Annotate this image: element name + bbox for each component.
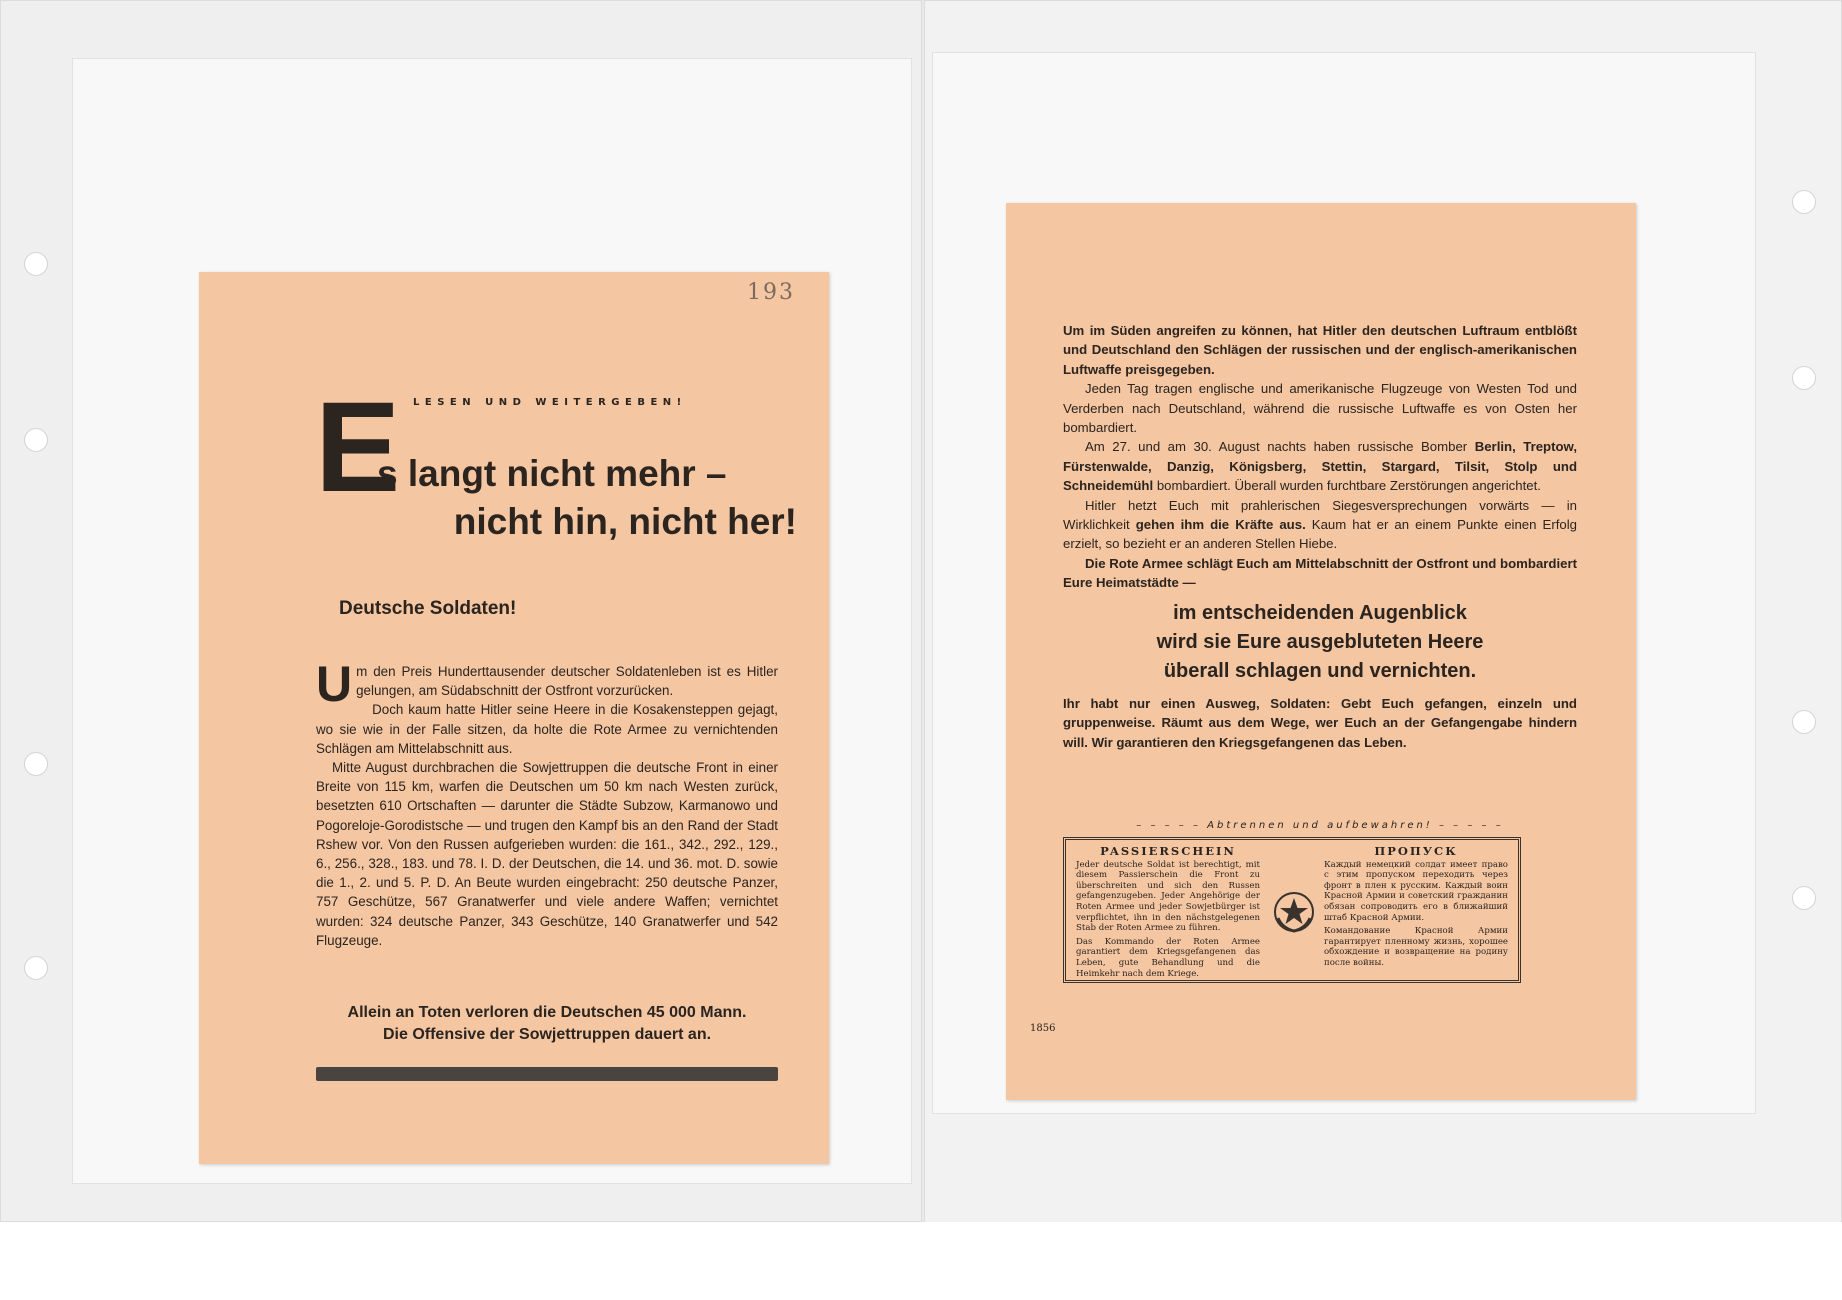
pass-title-russian: ПРОПУСК [1374, 844, 1458, 858]
footer-rule [316, 1067, 778, 1081]
soviet-emblem-icon [1270, 888, 1318, 936]
pass-it-on-line: LESEN UND WEITERGEBEN! [413, 397, 687, 408]
body-paragraph: Die Rote Armee schlägt Euch am Mittelabschnitt der Ostfront und bombardiert Eure Heimatstädte — [1063, 555, 1577, 591]
headline-line-2: nicht hin, nicht her! [453, 501, 797, 542]
pass-russian-column: ПРОПУСК Каждый немецкий солдат имеет право с этим пропуском переходить через фронт в плен к русским. Каждый воин Красной Армии и советский гражданин обязан сопроводить его в ближайший штаб Красной Армии. Командование Красной Армии гарантирует пленному жизнь, хорошее обхождение и возвращение на родину после войны. [1324, 844, 1508, 968]
offensive-line: Die Offensive der Sowjettruppen dauert an. [382, 1026, 712, 1043]
key-claim: im entscheidenden Augenblick wird sie Eure ausgebluteten Heere überall schlagen und vernichten. [1156, 601, 1484, 682]
body-paragraph: Doch kaum hatte Hitler seine Heere in die Kosakensteppen gejagt, wo sie wie in der Falle sitzen, da holte die Rote Armee zu vernichtenden Schlägen am Mittelabschnitt aus. [316, 702, 778, 756]
safe-conduct-pass [1063, 837, 1521, 983]
body-paragraph: Am 27. und am 30. August nachts haben russische Bomber Berlin, Treptow, Fürstenwalde, Danzig, Königsberg, Stettin, Stargard, Tilsit, Stolp und Schneidemühl bombardiert. Überall wurden furchtbare Zerstörungen angerichtet. [1063, 439, 1577, 494]
paragraph-dropcap: U [316, 656, 353, 712]
pass-title-german: PASSIERSCHEIN [1100, 844, 1236, 858]
casualty-statement [316, 1002, 778, 1046]
binder-hole [24, 252, 48, 276]
headline [377, 450, 797, 546]
surrender-appeal: Ihr habt nur einen Ausweg, Soldaten: Gebt Euch gefangen, einzeln und gruppenweise. Räumt aus dem Wege, wer Euch an der Gefangengabe hindern will. Wir garantieren den Kriegsgefangenen das Leben. [1063, 695, 1577, 750]
print-number: 1856 [1030, 1023, 1056, 1034]
leaflet-back-page [1006, 203, 1636, 1100]
binder-hole [1792, 710, 1816, 734]
bombed-cities: Berlin, Treptow, Fürstenwalde, Danzig, Königsberg, Stettin, Stargard, Tilsit, Stolp und Schneidemühl [1063, 439, 1577, 494]
casualty-line: Allein an Toten verloren die Deutschen 45 000 Mann. [347, 1004, 747, 1021]
body-paragraph: Jeden Tag tragen englische und amerikanische Flugzeuge von Westen Tod und Verderben nach Deutschland, während die russische Luftwaffe es von Osten her bombardiert. [1063, 381, 1577, 436]
headline-initial: E [315, 376, 401, 519]
archive-number: 193 [747, 280, 795, 305]
back-body-text [1063, 321, 1577, 752]
body-paragraph: Mitte August durchbrachen die Sowjettruppen die deutsche Front in einer Breite von 115 km, warfen die Deutschen um 50 km nach Westen zurück, besetzten 610 Ortschaften — darunter die Städte Subzow, Karmanowo und Pogoreloje-Gorodistsche — und trugen den Kampf bis an den Rand der Stadt Rshew vor. Von den Russen aufgerieben wurden: die 161., 342., 292., 129., 6., 256., 328., 183. und 78. I. D. der Deutschen, die 14. und 36. mot. D. sowie die 1., 2. und 5. P. D. An Beute wurden eingebracht: 250 deutsche Panzer, 757 Geschütze, 567 Granatwerfer und viele andere Waffen; vernichtet wurden: 324 deutsche Panzer, 343 Geschütze, 140 Granatwerfer und 542 Flugzeuge. [316, 760, 778, 948]
binder-hole [24, 752, 48, 776]
binder-hole [1792, 366, 1816, 390]
leaflet-front-page [199, 272, 829, 1164]
salutation: Deutsche Soldaten! [339, 598, 517, 619]
binder-hole [24, 428, 48, 452]
binder-hole [1792, 886, 1816, 910]
bottom-margin [0, 1222, 1842, 1300]
cut-line: – – – – – Abtrennen und aufbewahren! – – – – – [1136, 820, 1504, 831]
headline-line-1: s langt nicht mehr – [377, 453, 727, 494]
body-paragraph: Um den Preis Hunderttausender deutscher Soldatenleben ist es Hitler gelungen, am Südabschnitt der Ostfront vorzurücken. [316, 656, 778, 712]
front-body-text [316, 656, 778, 950]
binder-hole [24, 956, 48, 980]
body-paragraph: Um im Süden angreifen zu können, hat Hitler den deutschen Luftraum entblößt und Deutschland den Schlägen der russischen und der englisch-amerikanischen Luftwaffe preisgegeben. [1063, 323, 1577, 377]
pass-german-column: PASSIERSCHEIN Jeder deutsche Soldat ist berechtigt, mit diesem Passierschein die Front zu überschreiten und sich den Russen gefangenzugeben. Jeder Angehörige der Roten Armee und jeder Sowjetbürger ist verpflichtet, ihn in den nächstgelegenen Stab der Roten Armee zu führen. Das Kommando der Roten Armee garantiert dem Kriegsgefangenen das Leben, gute Behandlung und die Heimkehr nach dem Kriege. [1076, 844, 1260, 979]
body-paragraph: Hitler hetzt Euch mit prahlerischen Siegesversprechungen vorwärts — in Wirklichkeit gehen ihm die Kräfte aus. Kaum hat er an einem Punkte einen Erfolg erzielt, so bezieht er an anderen Stellen Hiebe. [1063, 497, 1577, 552]
binder-hole [1792, 190, 1816, 214]
